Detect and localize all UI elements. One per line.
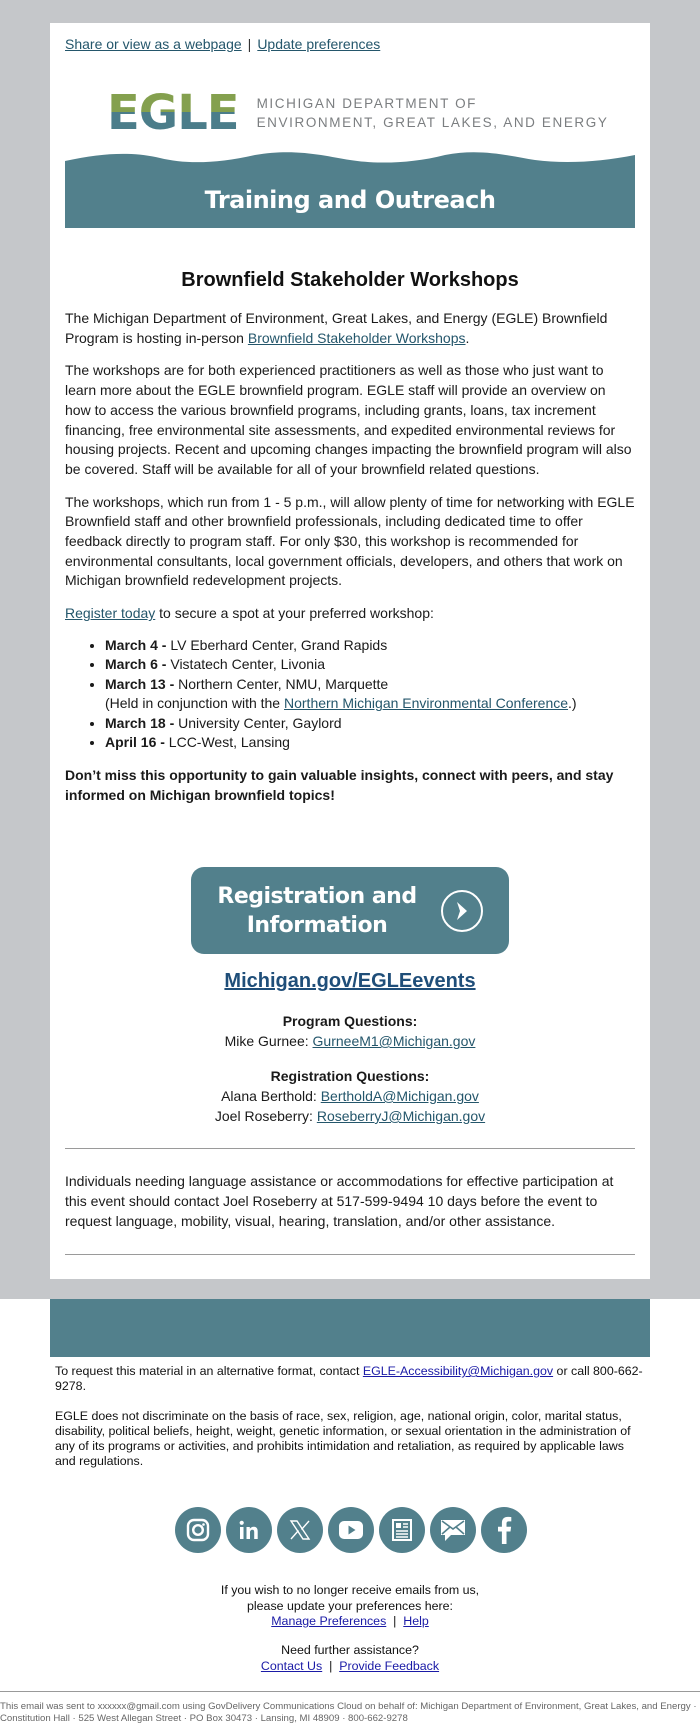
- program-email-link[interactable]: GurneeM1@Michigan.gov: [312, 1033, 476, 1049]
- text: The Michigan Department of Environment, Great Lakes, and Energy (EGLE) Brownfield Program is hosting in-person: [65, 310, 608, 346]
- top-links: [65, 36, 380, 52]
- registration-questions-heading: Registration Questions:: [270, 1068, 430, 1084]
- workshop-date: March 4 -: [105, 636, 171, 653]
- button-label-line: Information: [246, 912, 388, 938]
- accessibility-email-link[interactable]: EGLE-Accessibility@Michigan.gov: [362, 1364, 554, 1378]
- assist-links: [0, 1659, 700, 1675]
- note: (Held in conjunction with the: [105, 695, 284, 712]
- chevron-right-icon: [441, 890, 483, 932]
- button-label-line: Registration and: [217, 883, 417, 909]
- linkedin-icon[interactable]: [226, 1507, 272, 1553]
- help-link[interactable]: Help: [403, 1614, 429, 1628]
- alt-format-note: [55, 1364, 645, 1394]
- workshop-location: University Center, Gaylord: [178, 714, 342, 731]
- text: or call 800-662-9278.: [55, 1364, 643, 1393]
- button-label: [217, 882, 416, 940]
- text: to secure a spot at your preferred workshop:: [155, 605, 434, 622]
- unsubscribe-note: [0, 1583, 700, 1630]
- facebook-icon[interactable]: [481, 1507, 527, 1553]
- contact-us-link[interactable]: Contact Us: [260, 1658, 323, 1673]
- register-paragraph: [65, 604, 635, 624]
- list-item: [105, 655, 635, 675]
- registration-button[interactable]: [191, 867, 509, 954]
- site-link-wrap: [50, 970, 650, 993]
- update-preferences-link[interactable]: Update preferences: [257, 36, 381, 52]
- x-icon[interactable]: [277, 1507, 323, 1553]
- list-item: [105, 714, 635, 734]
- logo-mark: EGLE: [107, 85, 239, 141]
- newsletter-icon[interactable]: [379, 1507, 425, 1553]
- accessibility-note: Individuals needing language assistance or accommodations for effective participation at this event should contact Joel Roseberry at 517-599-9494 10 days before the event to request language, mobility, visual, hearing, translation, and/or other assistance.: [65, 1173, 614, 1229]
- manage-preferences-link[interactable]: Manage Preferences: [271, 1614, 387, 1628]
- workshop-location: LCC-West, Lansing: [168, 734, 290, 751]
- workshops-link[interactable]: Brownfield Stakeholder Workshops: [247, 329, 466, 346]
- unsub-line: please update your preferences here:: [247, 1598, 453, 1613]
- contact-name: Joel Roseberry:: [214, 1108, 317, 1124]
- details-paragraph: The workshops, which run from 1 - 5 p.m., will allow plenty of time for networking with EGLE Brownfield staff and other brownfield professionals, including dedicated time to offer feedback directly to program staff. For only $30, this workshop is recommended for environmental consultants, local government officials, developers, and others that work on Michigan brownfield redevelopment projects.: [65, 493, 635, 589]
- footer-band: [50, 1299, 650, 1357]
- note: .): [568, 695, 577, 712]
- logo-text: [257, 94, 609, 132]
- contact-line: [50, 1031, 650, 1051]
- workshop-date: April 16 -: [105, 734, 169, 751]
- unsub-line: If you wish to no longer receive emails from us,: [220, 1583, 480, 1597]
- program-questions-heading: Program Questions:: [282, 1013, 418, 1029]
- contact-line: [50, 1106, 650, 1126]
- workshop-date: March 18 -: [105, 714, 179, 731]
- assistance-note: [0, 1643, 700, 1674]
- contacts: [50, 1011, 650, 1126]
- assist-text: Need further assistance?: [281, 1643, 419, 1657]
- nondiscrimination-note: EGLE does not discriminate on the basis of race, sex, religion, age, national origin, color, marital status, disability, political beliefs, height, weight, genetic information, or sexual orientation in the administration of any of its programs or activities, and prohibits intimidation and retaliation, as required by applicable laws and regulations.: [55, 1409, 631, 1468]
- share-webpage-link[interactable]: Share or view as a webpage: [65, 36, 242, 52]
- workshop-date: March 13 -: [105, 675, 179, 692]
- workshop-location: Vistatech Center, Livonia: [170, 656, 325, 673]
- list-item: [105, 675, 635, 714]
- provide-feedback-link[interactable]: Provide Feedback: [339, 1658, 440, 1673]
- closing-text: [65, 766, 635, 805]
- text: .: [465, 329, 470, 346]
- roseberry-email-link[interactable]: RoseberryJ@Michigan.gov: [316, 1108, 486, 1124]
- list-item: [105, 733, 635, 753]
- contact-line: [50, 1086, 650, 1106]
- logo-line-2: ENVIRONMENT, GREAT LAKES, AND ENERGY: [256, 115, 609, 130]
- workshop-location: LV Eberhard Center, Grand Rapids: [170, 636, 388, 653]
- logo-line-1: MICHIGAN DEPARTMENT OF: [256, 96, 478, 111]
- email-icon[interactable]: [430, 1507, 476, 1553]
- workshop-list: [105, 636, 635, 753]
- egle-logo: [107, 85, 609, 141]
- page-title: Brownfield Stakeholder Workshops: [181, 269, 519, 291]
- divider: [65, 1148, 635, 1149]
- pref-links: [0, 1614, 700, 1630]
- separator: |: [247, 36, 252, 52]
- text: To request this material in an alternative format, contact: [55, 1364, 363, 1378]
- banner-title: Training and Outreach: [204, 186, 496, 214]
- workshop-location: Northern Center, NMU, Marquette: [178, 675, 389, 692]
- berthold-email-link[interactable]: BertholdA@Michigan.gov: [320, 1088, 479, 1104]
- banner: [65, 152, 635, 228]
- social-links: [175, 1507, 527, 1553]
- overview-paragraph: The workshops are for both experienced practitioners as well as those who just want to learn more about the EGLE brownfield program. EGLE staff will provide an overview on how to access the various brownfield programs, including grants, loans, tax increment financing, free environmental site assessments, and expedited environmental reviews for housing projects. Recent and upcoming changes impacting the brownfield program will also be covered. Staff will be available for all of your brownfield related questions.: [65, 362, 632, 477]
- list-item: [105, 636, 635, 656]
- workshop-date: March 6 -: [105, 656, 171, 673]
- youtube-icon[interactable]: [328, 1507, 374, 1553]
- separator: |: [329, 1658, 333, 1673]
- intro-paragraph: [65, 309, 635, 348]
- sent-to-note: This email was sent to xxxxxx@gmail.com using GovDelivery Communications Cloud on behalf of: Michigan Department of Environment, Great Lakes, and Energy · Constitution Hall · 525 West Allegan Street · PO Box 30473 · Lansing, MI 48909 · 800-662-9278: [0, 1691, 700, 1725]
- email-card: [50, 23, 650, 1279]
- egle-events-link[interactable]: Michigan.gov/EGLEevents: [224, 970, 476, 992]
- contact-name: Mike Gurnee:: [224, 1033, 313, 1049]
- register-today-link[interactable]: Register today: [65, 605, 156, 622]
- closing-bold: Don’t miss this opportunity to gain valuable insights, connect with peers, and stay informed on Michigan brownfield topics!: [65, 766, 614, 803]
- conference-link[interactable]: Northern Michigan Environmental Conference: [284, 695, 569, 712]
- article-body: [65, 309, 635, 818]
- separator: |: [393, 1614, 397, 1628]
- contact-name: Alana Berthold:: [221, 1088, 321, 1104]
- divider: [65, 1254, 635, 1255]
- instagram-icon[interactable]: [175, 1507, 221, 1553]
